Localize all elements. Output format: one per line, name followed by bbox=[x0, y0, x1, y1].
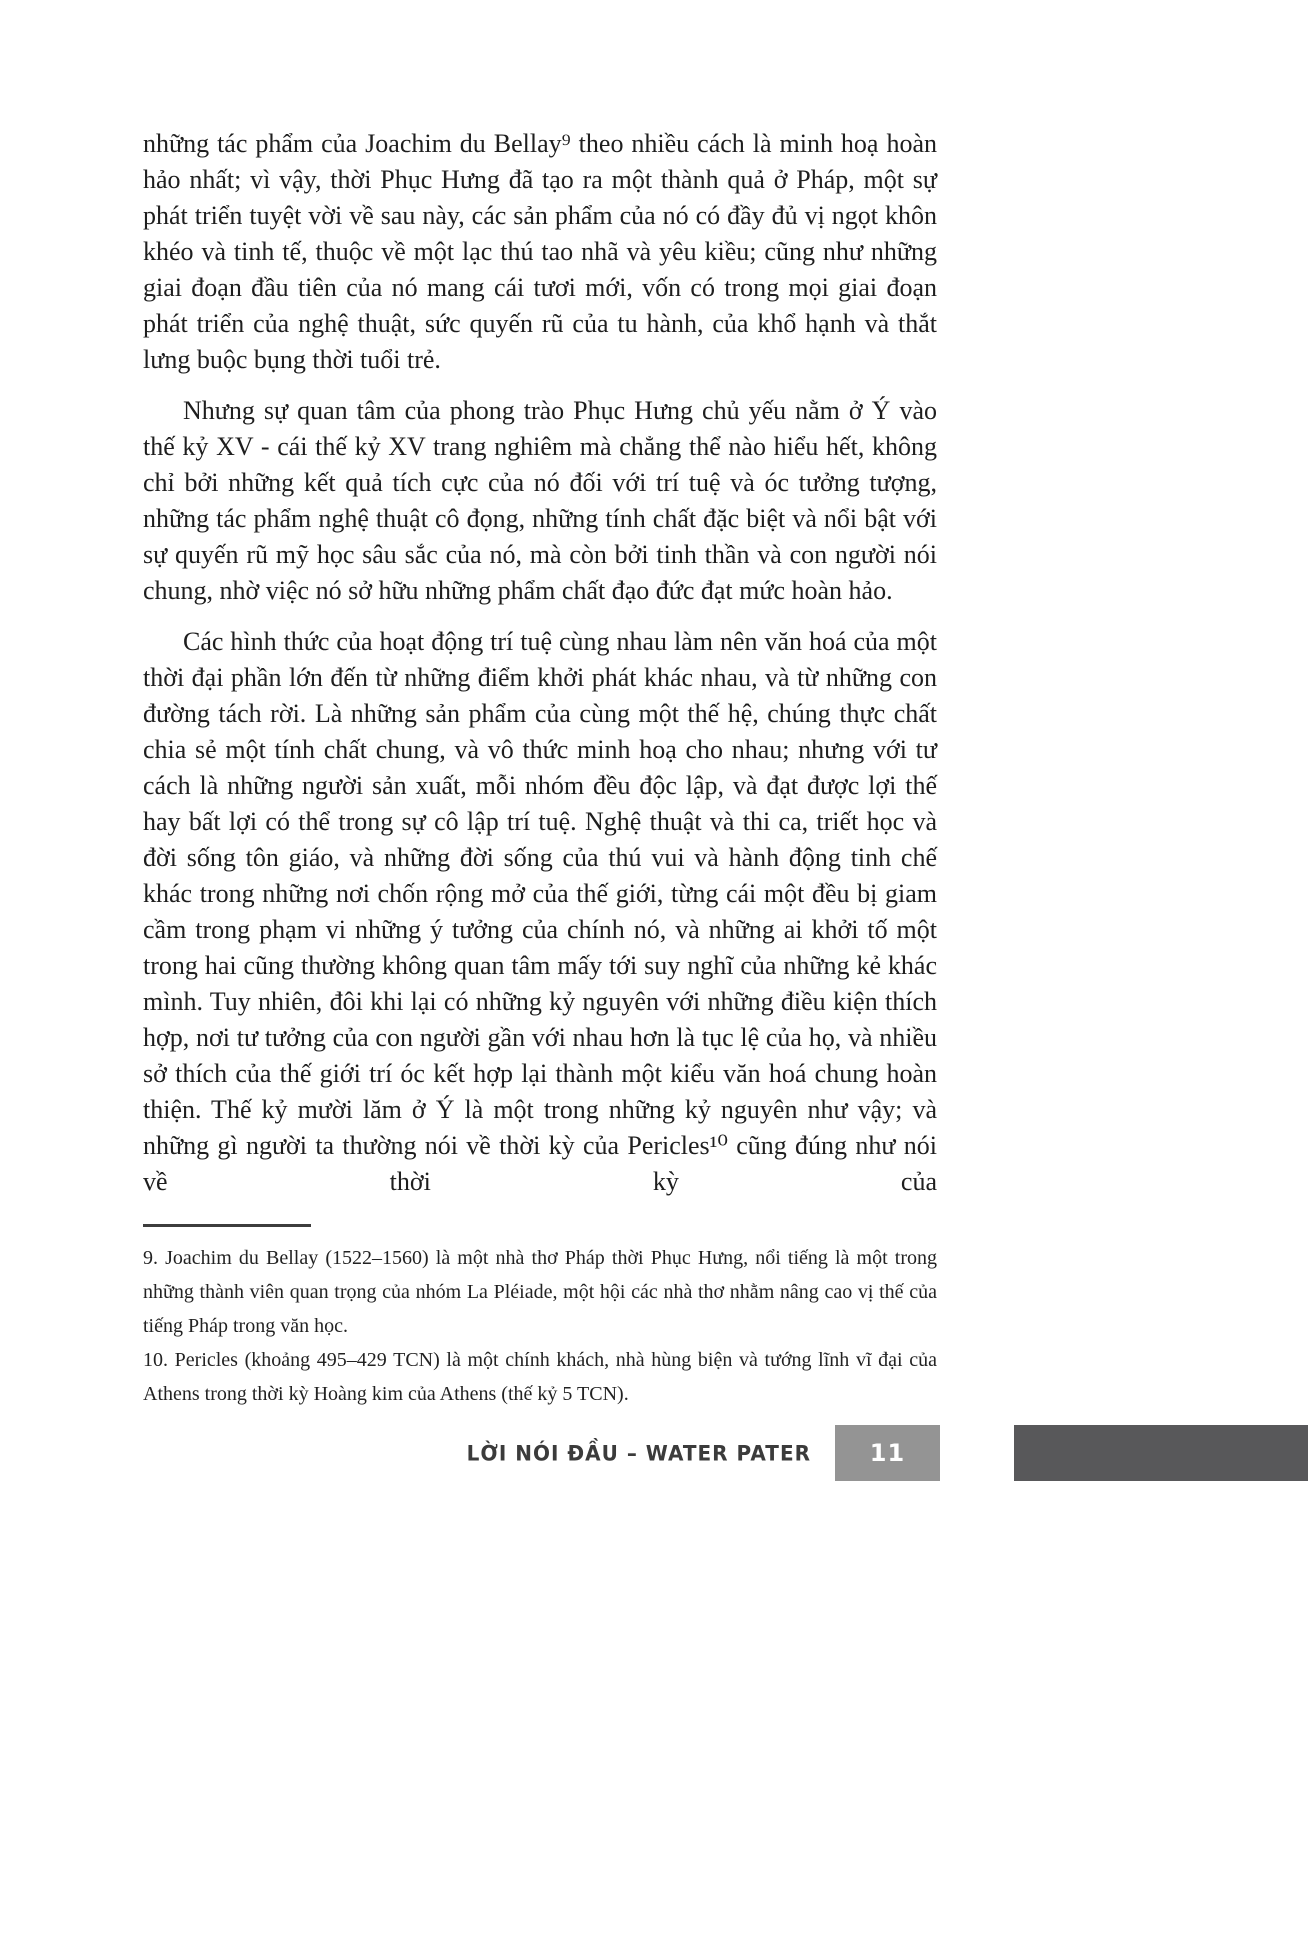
page-number: 11 bbox=[869, 1439, 906, 1467]
footnote: 9. Joachim du Bellay (1522–1560) là một nhà thơ Pháp thời Phục Hưng, nổi tiếng là một trong những thành viên quan trọng của nhóm La Pléiade, một hội các nhà thơ nhằm nâng cao vị thế của tiếng Pháp trong văn học. bbox=[143, 1247, 937, 1337]
running-header: LỜI NÓI ĐẦU – WATER PATER bbox=[466, 1440, 811, 1466]
page-body bbox=[143, 126, 937, 1411]
footnote-divider bbox=[143, 1224, 311, 1227]
body-paragraph: Các hình thức của hoạt động trí tuệ cùng nhau làm nên văn hoá của một thời đại phần lớn đến từ những điểm khởi phát khác nhau, và từ những con đường tách rời. Là những sản phẩm của cùng một thế hệ, chúng thực chất chia sẻ một tính chất chung, và vô thức minh hoạ cho nhau; nhưng với tư cách là những người sản xuất, mỗi nhóm đều độc lập, và đạt được lợi thế hay bất lợi có thể trong sự cô lập trí tuệ. Nghệ thuật và thi ca, triết học và đời sống tôn giáo, và những đời sống của thú vui và hành động tinh chế khác trong những nơi chốn rộng mở của thế giới, từng cái một đều bị giam cầm trong phạm vi những ý tưởng của chính nó, và những ai khởi tố một trong hai cũng thường không quan tâm mấy tới suy nghĩ của những kẻ khác mình. Tuy nhiên, đôi khi lại có những kỷ nguyên với những điều kiện thích hợp, nơi tư tưởng của con người gần với nhau hơn là tục lệ của họ, và nhiều sở thích của thế giới trí óc kết hợp lại thành một kiểu văn hoá chung hoàn thiện. Thế kỷ mười lăm ở Ý là một trong những kỷ nguyên như vậy; và những gì người ta thường nói về thời kỳ của Pericles¹⁰ cũng đúng như nói về thời kỳ của bbox=[143, 627, 937, 1196]
footnote: 10. Pericles (khoảng 495–429 TCN) là một chính khách, nhà hùng biện và tướng lĩnh vĩ đại của Athens trong thời kỳ Hoàng kim của Athens (thế kỷ 5 TCN). bbox=[143, 1349, 937, 1405]
page-footer bbox=[0, 1425, 1308, 1481]
body-paragraph: những tác phẩm của Joachim du Bellay⁹ theo nhiều cách là minh hoạ hoàn hảo nhất; vì vậy, thời Phục Hưng đã tạo ra một thành quả ở Pháp, một sự phát triển tuyệt vời về sau này, các sản phẩm của nó có đầy đủ vị ngọt khôn khéo và tinh tế, thuộc về một lạc thú tao nhã và yêu kiều; cũng như những giai đoạn đầu tiên của nó mang cái tươi mới, vốn có trong mọi giai đoạn phát triển của nghệ thuật, sức quyến rũ của tu hành, của khổ hạnh và thắt lưng buộc bụng thời tuổi trẻ. bbox=[143, 129, 937, 374]
page-number-badge bbox=[835, 1425, 940, 1481]
footer-edge-bar bbox=[1014, 1425, 1308, 1481]
body-paragraph: Nhưng sự quan tâm của phong trào Phục Hưng chủ yếu nằm ở Ý vào thế kỷ XV - cái thế kỷ XV trang nghiêm mà chẳng thể nào hiểu hết, không chỉ bởi những kết quả tích cực của nó đối với trí tuệ và óc tưởng tượng, những tác phẩm nghệ thuật cô đọng, những tính chất đặc biệt và nổi bật với sự quyến rũ mỹ học sâu sắc của nó, mà còn bởi tinh thần và con người nói chung, nhờ việc nó sở hữu những phẩm chất đạo đức đạt mức hoàn hảo. bbox=[143, 396, 937, 605]
